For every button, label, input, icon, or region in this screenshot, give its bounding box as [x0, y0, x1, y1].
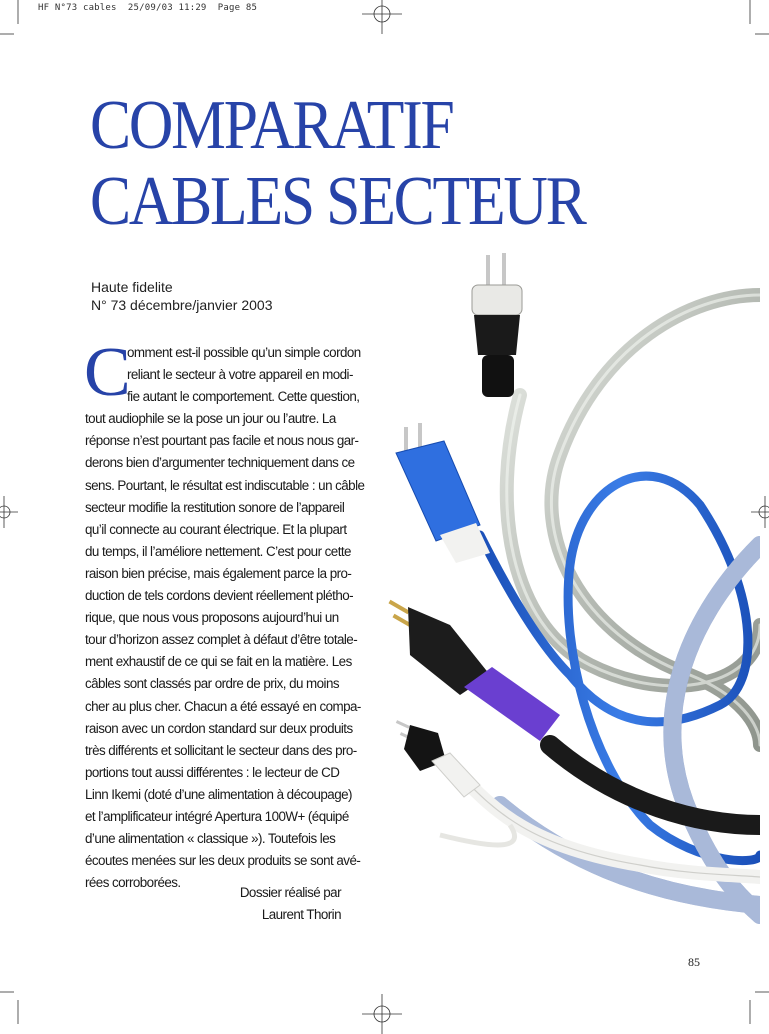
- page-number: 85: [688, 955, 700, 969]
- article-line: tout audiophile se la pose un jour ou l’autre. La: [85, 411, 336, 427]
- article-line: reliant le secteur à votre appareil en modi-: [127, 367, 353, 383]
- source-issue: N° 73 décembre/janvier 2003: [91, 297, 273, 313]
- plug-silver: [472, 253, 522, 397]
- article-line: omment est-il possible qu’un simple cordon: [127, 345, 361, 360]
- crosshair-registration-icon: [362, 994, 402, 1034]
- article-line: rées corroborées.: [85, 875, 181, 891]
- article-line: cher au plus cher. Chacun a été essayé en compa-: [85, 698, 361, 714]
- title-line-2: CABLES SECTEUR: [90, 163, 585, 240]
- black-cable: [550, 745, 760, 825]
- article-line: et l’amplificateur intégré Apertura 100W+ (équipé: [85, 808, 349, 824]
- blue-cable: [480, 476, 760, 860]
- author-name: Laurent Thorin: [261, 907, 341, 922]
- article-line: tour d’horizon assez complet à défaut d’être totale-: [85, 632, 358, 648]
- article-line: du temps, il l’améliore nettement. C’est pour cette: [85, 543, 351, 559]
- article-body: [84, 334, 365, 894]
- article-line: câbles sont classés par ordre de prix, du moins: [85, 676, 340, 692]
- plug-blue: [396, 423, 490, 563]
- article-line: ment exhaustif de ce qui se fait en la matière. Les: [85, 654, 352, 670]
- source-magazine: Haute fidelite: [91, 279, 173, 295]
- power-cables-photo: [360, 205, 760, 925]
- article-line: duction de tels cordons devient réellement pléthо-: [85, 588, 354, 604]
- article-line: très différents et sollicitant le secteur dans des pro-: [85, 742, 357, 758]
- article-line: réponse n’est pourtant pas facile et nous nous gar-: [85, 433, 359, 449]
- article-line: portions tout aussi différentes : le lecteur de CD: [85, 764, 340, 780]
- article-line: qu’il connecte au courant électrique. Et la plupart: [85, 521, 347, 537]
- article-line: d’une alimentation « classique »). Toutefois les: [85, 831, 336, 847]
- article-line: Linn Ikemi (doté d’une alimentation à découpage): [85, 786, 352, 802]
- silver-cable: [507, 295, 760, 745]
- article-line: raison avec un cordon standard sur deux produits: [85, 720, 353, 736]
- credit-label: Dossier réalisé par: [239, 885, 341, 900]
- article-line: sens. Pourtant, le résultat est indiscutable : un câble: [85, 477, 365, 493]
- plug-small-black: [396, 720, 480, 797]
- title-line-1: COMPARATIF: [90, 87, 453, 164]
- print-slug: HF N°73 cables 25/09/03 11:29 Page 85: [38, 3, 258, 13]
- crosshair-registration-icon: [0, 492, 20, 532]
- source-reference: [91, 278, 272, 314]
- article-line: rique, que nous vous proposons aujourd’hui un: [85, 610, 339, 626]
- author-credit: [240, 882, 341, 926]
- article-line: derons bien d’argumenter techniquement dans ce: [85, 455, 355, 471]
- article-line: écoutes menées sur les deux produits se sont avé-: [85, 853, 361, 869]
- crosshair-registration-icon: [362, 0, 402, 34]
- article-line: fie autant le comportement. Cette question,: [127, 389, 360, 405]
- article-line: raison bien précise, mais également parce la pro-: [85, 565, 352, 581]
- article-line: secteur modifie la restitution sonore de l’appareil: [85, 499, 345, 515]
- drop-cap: C: [84, 334, 131, 411]
